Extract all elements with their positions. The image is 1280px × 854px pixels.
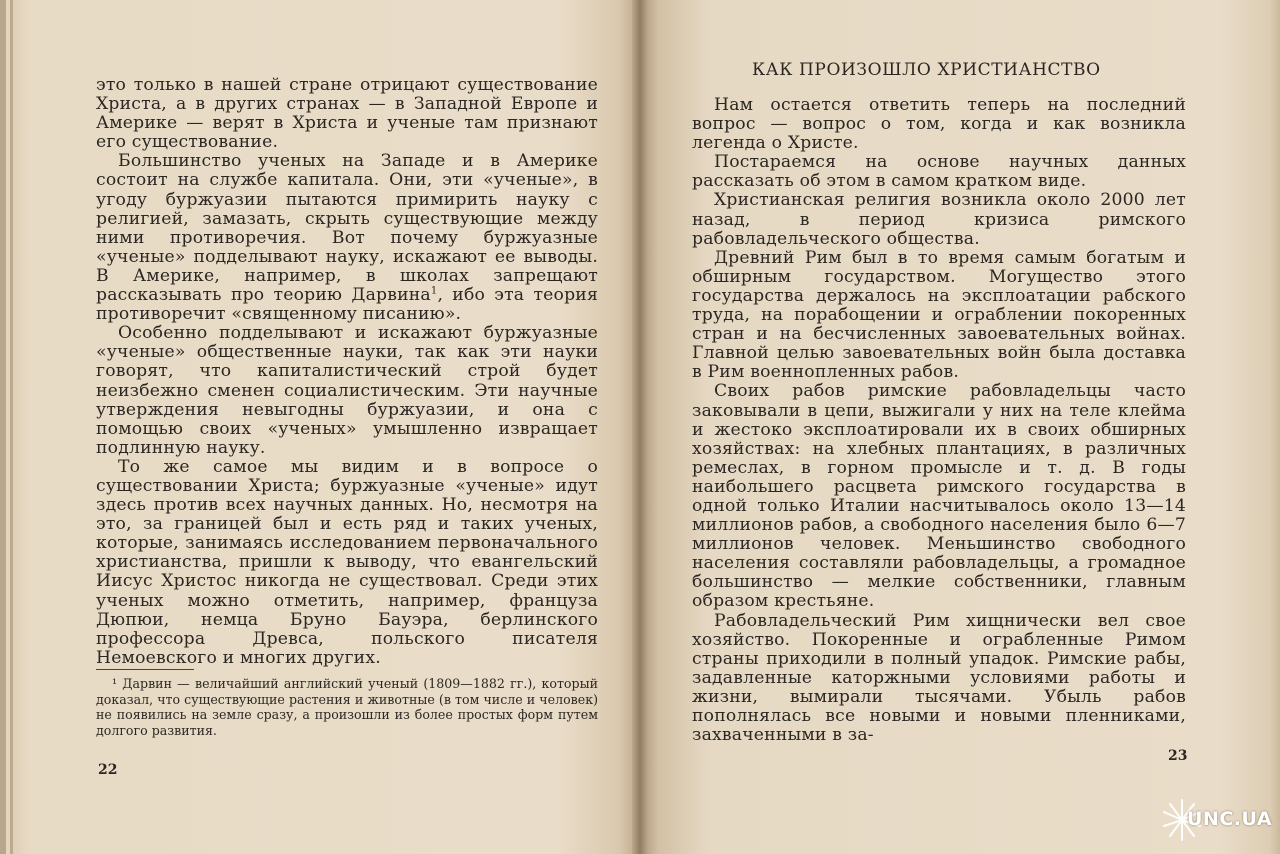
page-number: 22 (98, 762, 118, 778)
paragraph (96, 152, 598, 324)
book-gutter (632, 0, 648, 854)
paragraph: То же самое мы видим и в вопросе о существовании Христа; буржуазные «ученые» идут здесь против всех научных данных. Но, несмотря на это, за границей был и есть ряд и таких ученых, которые, занимаясь исследованием первоначального христианства, пришли к выводу, что евангельский Иисус Христос никогда не существовал. Среди этих ученых можно отметить, например, француза Дюпюи, немца Бруно Бауэра, берлинского профессора Древса, польского писателя Немоевского и многих других. (96, 456, 598, 668)
footnote-divider (96, 669, 194, 670)
paragraph: Христианская религия возникла около 2000 лет назад, в период кризиса римского рабовладельческого общества. (692, 190, 1186, 249)
footnote-ref: 1 (430, 285, 438, 297)
paragraph: Нам остается ответить теперь на последний вопрос — вопрос о том, когда и как возникла легенда о Христе. (692, 95, 1186, 154)
watermark-text: UNC.UA (1187, 808, 1273, 830)
page-number: 23 (1168, 748, 1188, 764)
right-page-body (692, 96, 1186, 745)
footnote (96, 676, 598, 738)
paragraph-text: Большинство ученых на Западе и в Америке состоит на службе капитала. Они, эти «ученые», в угоду буржуазии пытаются примирить науку с религией, замазать, скрыть существующие между ними противоречия. Вот почему буржуазные «ученые» подделывают науку, искажают ее выводы. В Америке, например, в школах запрещают рассказывать про теорию Дарвина (96, 151, 598, 306)
footnote-text: ¹ Дарвин — величайший английский ученый (1809—1882 гг.), который доказал, что существующие растения и животные (в том числе и человек) не появились на земле сразу, а произошли из более простых форм путем долгого развития. (96, 676, 598, 738)
paragraph: Особенно подделывают и искажают буржуазные «ученые» общественные науки, так как эти науки говорят, что капиталистический строй будет неизбежно сменен социалистическим. Эти научные утверждения невыгодны буржуазии, и она с помощью своих «ученых» умышленно извращает подлинную науку. (96, 323, 598, 458)
running-head: КАК ПРОИЗОШЛО ХРИСТИАНСТВО (752, 60, 1101, 80)
paragraph: Рабовладельческий Рим хищнически вел свое хозяйство. Покоренные и ограбленные Римом страны приходили в полный упадок. Римские рабы, задавленные каторжными условиями работы и жизни, вымирали тысячами. Убыль рабов пополнялась все новыми и новыми пленниками, захваченными в за- (692, 610, 1186, 746)
paragraph: Постараемся на основе научных данных рассказать об этом в самом кратком виде. (692, 152, 1186, 192)
paragraph: это только в нашей стране отрицают существование Христа, а в других странах — в Западной Европе и Америке — верят в Христа и ученые там признают его существование. (96, 75, 598, 153)
paragraph: Своих рабов римские рабовладельцы часто заковывали в цепи, выжигали у них на теле клейма и жестоко эксплоатировали их в своих обширных хозяйствах: на хлебных плантациях, в различных ремеслах, в горном промысле и т. д. В годы наибольшего расцвета римского государства в одной только Италии насчитывалось около 13—14 миллионов рабов, а свободного населения было 6—7 миллионов человек. Меньшинство свободного населения составляли рабовладельцы, а громадное большинство — мелкие собственники, главным образом крестьяне. (692, 381, 1186, 612)
right-page (640, 0, 1280, 854)
paragraph: Древний Рим был в то время самым богатым и обширным государством. Могущество этого государства держалось на эксплоатации рабского труда, на порабощении и ограблении покоренных стран и на бесчисленных завоевательных войнах. Главной целью завоевательных войн была доставка в Рим военнопленных рабов. (692, 247, 1186, 383)
left-page-body (96, 76, 598, 668)
watermark-logo (1162, 796, 1274, 844)
paragraph-text: , ибо эта теория противоречит «священному писанию». (96, 285, 598, 325)
